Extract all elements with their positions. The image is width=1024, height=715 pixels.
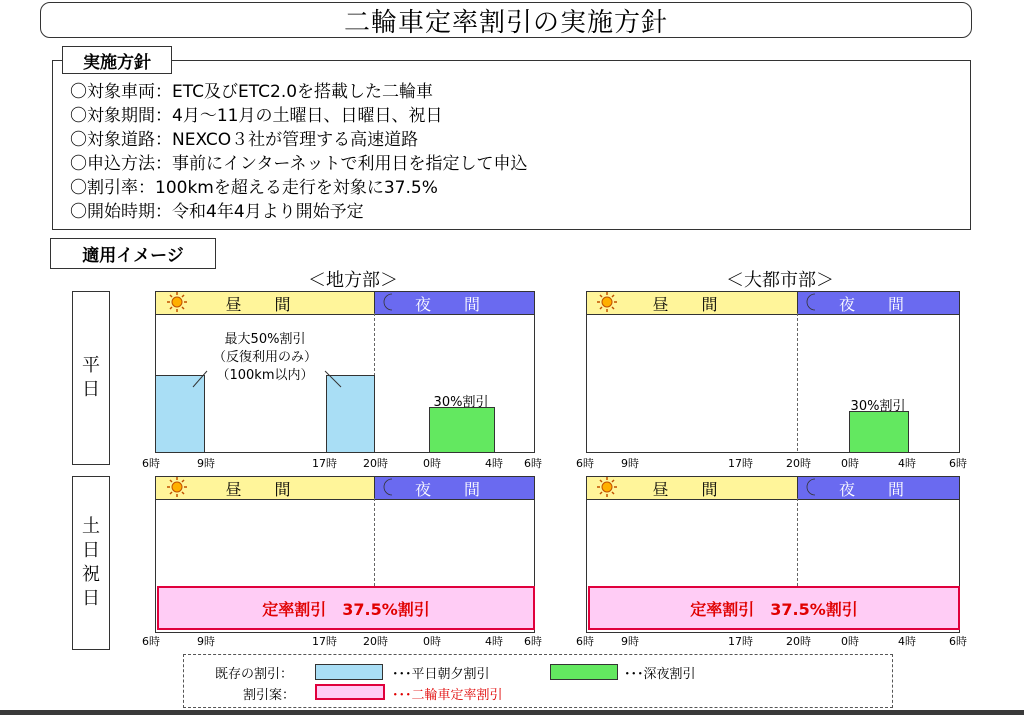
moon-icon [802, 477, 822, 497]
row-label-holiday-4: 日 [82, 588, 100, 609]
tick-label: 0時 [423, 457, 441, 470]
flat-discount-label: 定率割引 37.5%割引 [262, 599, 430, 619]
commute-note-line3: （100km以内） [216, 368, 314, 383]
sun-icon [166, 477, 188, 497]
day-label: 昼 間 [652, 479, 732, 499]
row-label-weekday [72, 291, 110, 465]
night-discount-label: 30%割引 [850, 399, 906, 414]
legend-night-swatch [550, 664, 618, 680]
tick-label: 4時 [898, 457, 916, 470]
bar-night-discount [429, 407, 495, 453]
legend-night-label: ･･･深夜割引 [624, 667, 696, 682]
day-night-divider [797, 313, 798, 451]
tick-label: 20時 [363, 457, 388, 470]
tick-label: 9時 [197, 635, 215, 648]
policy-item-vehicle: 〇対象車両：ETC及びETC2.0を搭載した二輪車 [70, 82, 434, 102]
tick-label: 0時 [423, 635, 441, 648]
tick-label: 9時 [197, 457, 215, 470]
tick-label: 9時 [621, 457, 639, 470]
tick-label: 4時 [485, 635, 503, 648]
legend-commute-swatch [315, 664, 383, 680]
policy-item-rate: 〇割引率：100kmを超える走行を対象に37.5% [70, 178, 438, 198]
tick-label: 6時 [524, 635, 542, 648]
row-label-weekday-2: 日 [82, 379, 100, 400]
region-urban-title: ＜大都市部＞ [726, 270, 834, 291]
moon-icon [379, 477, 399, 497]
tick-label: 6時 [576, 635, 594, 648]
night-label: 夜 間 [838, 479, 919, 499]
day-label: 昼 間 [652, 294, 732, 314]
night-label: 夜 間 [414, 294, 495, 314]
legend-commute-label: ･･･平日朝夕割引 [392, 667, 490, 682]
night-label: 夜 間 [414, 479, 495, 499]
header-day [155, 291, 375, 315]
tick-label: 17時 [312, 635, 337, 648]
row-label-holiday-2: 日 [82, 540, 100, 561]
apply-tab: 適用イメージ [50, 238, 216, 269]
night-discount-label: 30%割引 [433, 395, 489, 410]
bar-flat-discount [588, 586, 960, 630]
night-label: 夜 間 [838, 294, 919, 314]
region-rural-title: ＜地方部＞ [308, 270, 398, 291]
policy-item-road: 〇対象道路：NEXCO３社が管理する高速道路 [70, 130, 419, 150]
tick-label: 4時 [898, 635, 916, 648]
page-title: 二輪車定率割引の実施方針 [40, 2, 972, 38]
commute-note-line1: 最大50%割引 [224, 332, 306, 347]
tick-label: 17時 [312, 457, 337, 470]
flat-discount-label: 定率割引 37.5%割引 [690, 599, 858, 619]
sun-icon [166, 292, 188, 312]
header-day [155, 476, 375, 500]
row-label-weekday-1: 平 [82, 355, 100, 376]
bar-night-discount [849, 411, 909, 453]
day-night-divider [797, 498, 798, 586]
policy-tab: 実施方針 [62, 46, 172, 74]
tick-label: 6時 [949, 635, 967, 648]
tick-label: 0時 [841, 635, 859, 648]
legend-flat-swatch [315, 684, 385, 700]
tick-label: 17時 [728, 457, 753, 470]
policy-item-start: 〇開始時期：令和4年4月より開始予定 [70, 202, 364, 222]
policy-item-period: 〇対象期間：4月～11月の土曜日、日曜日、祝日 [70, 106, 443, 126]
tick-label: 6時 [949, 457, 967, 470]
tick-label: 6時 [524, 457, 542, 470]
row-label-holiday-3: 祝 [82, 564, 100, 585]
tick-label: 6時 [142, 635, 160, 648]
bar-flat-discount [157, 586, 535, 630]
bottom-edge [0, 710, 1024, 715]
row-label-holiday [72, 476, 110, 650]
tick-label: 20時 [363, 635, 388, 648]
tick-label: 20時 [786, 635, 811, 648]
policy-list [70, 80, 527, 224]
tick-label: 6時 [142, 457, 160, 470]
sun-icon [596, 477, 618, 497]
moon-icon [379, 292, 399, 312]
policy-item-apply: 〇申込方法：事前にインターネットで利用日を指定して申込 [70, 154, 528, 174]
moon-icon [802, 292, 822, 312]
sun-icon [596, 292, 618, 312]
legend-flat-label: ･･･二輪車定率割引 [392, 688, 503, 703]
day-label: 昼 間 [225, 479, 305, 499]
legend-existing-label: 既存の割引： [215, 667, 294, 682]
tick-label: 6時 [576, 457, 594, 470]
note-pointer-lines [155, 313, 375, 393]
tick-label: 4時 [485, 457, 503, 470]
day-label: 昼 間 [225, 294, 305, 314]
legend-proposal-label: 割引案： [243, 688, 296, 703]
tick-label: 20時 [786, 457, 811, 470]
tick-label: 0時 [841, 457, 859, 470]
tick-label: 17時 [728, 635, 753, 648]
row-label-holiday-1: 土 [82, 516, 100, 537]
day-night-divider [374, 498, 375, 586]
tick-label: 9時 [621, 635, 639, 648]
commute-note-line2: （反復利用のみ） [212, 350, 317, 365]
